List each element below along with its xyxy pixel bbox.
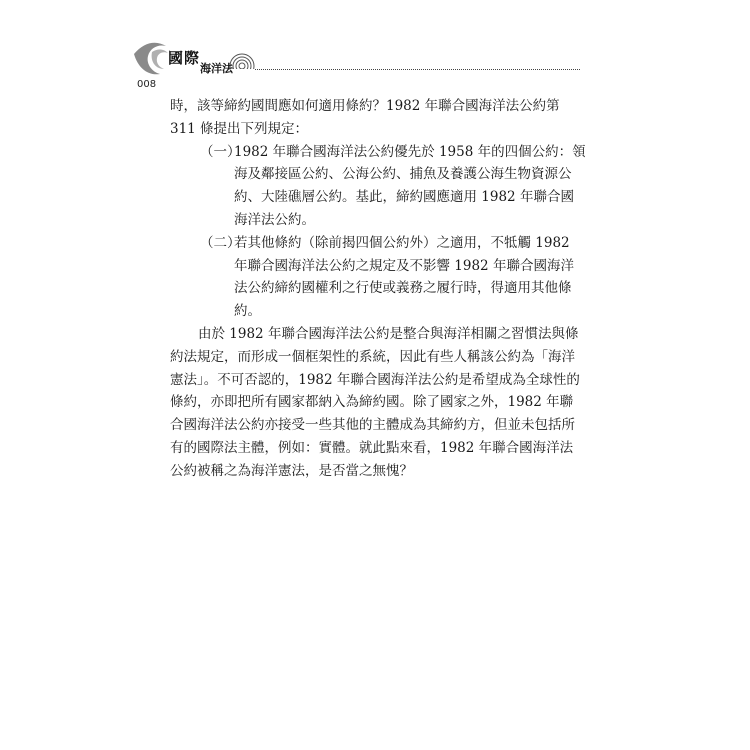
running-header — [130, 36, 580, 80]
list-item — [170, 141, 586, 232]
list-item — [170, 232, 586, 323]
page-number: 008 — [137, 79, 157, 90]
list-marker: （二） — [200, 234, 241, 251]
paragraph: 由於 1982 年聯合國海洋法公約是整合與海洋相關之習慣法與條約法規定，而形成一個框架性的系統，因此有些人稱該公約為「海洋憲法」。不可否認的，1982 年聯合國海洋法公約是希望成為全球性的條約，亦即把所有國家都納入為締約國。除了國家之外，1982 年聯合國海洋法公約亦接受一些其他的主體成為其締約方，但並未包括所有的國際法主體，例如：實體。就此點來看，1982 年聯合國海洋法公約被稱之為海洋憲法，是否當之無愧？ — [170, 325, 580, 479]
list-marker: （一） — [200, 143, 241, 160]
list-item-text: 1982 年聯合國海洋法公約優先於 1958 年的四個公約：領海及鄰接區公約、公海公約、捕魚及養護公海生物資源公約、大陸礁層公約。基此，締約國應適用 1982 年聯合國海洋法公約。 — [234, 143, 586, 228]
list-item-text: 若其他條約（除前揭四個公約外）之適用，不牴觸 1982 年聯合國海洋法公約之規定及不影響 1982 年聯合國海洋法公約締約國權利之行使或義務之履行時，得適用其他條約。 — [234, 234, 574, 320]
header-dotted-rule — [255, 69, 580, 70]
provision-list — [170, 141, 586, 323]
header-title-main: 國際 — [168, 49, 201, 67]
header-title-sub: 海洋法 — [200, 62, 233, 75]
continued-paragraph: 時，該等締約國間應如何適用條約？1982 年聯合國海洋法公約第 311 條提出下列規定： — [170, 98, 560, 137]
body-text — [170, 95, 586, 483]
